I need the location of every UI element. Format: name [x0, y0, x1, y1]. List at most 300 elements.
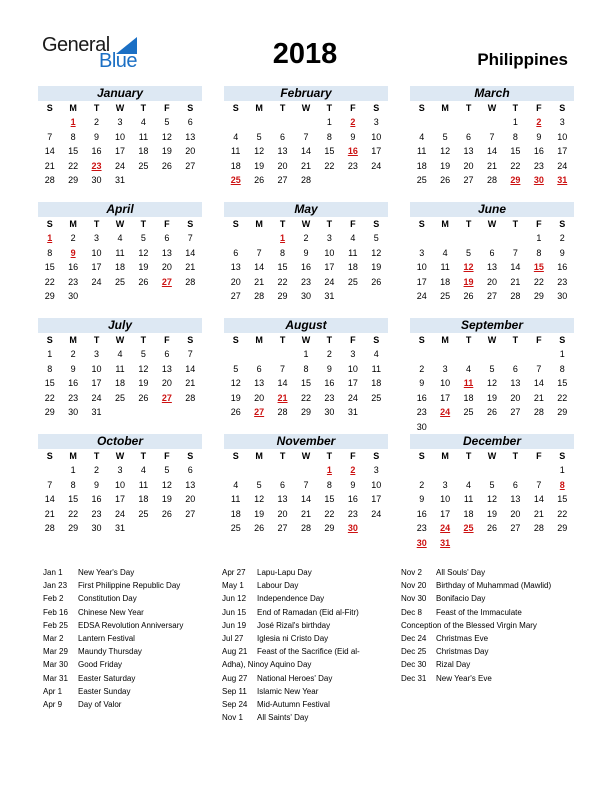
- day-cell: 24: [324, 276, 335, 287]
- day-cell: 23: [347, 160, 358, 171]
- day-cell: 2: [559, 233, 565, 243]
- holiday-entry: [401, 566, 551, 579]
- day-cell: 1: [303, 349, 309, 359]
- holiday-date: Nov 30: [401, 594, 427, 604]
- day-cell: 27: [510, 407, 521, 418]
- empty-cell: [247, 347, 270, 362]
- day-cell: 26: [486, 407, 497, 418]
- month-january: [38, 86, 202, 188]
- weekday-header: W: [115, 451, 125, 461]
- holiday-date: Jan 23: [43, 581, 68, 591]
- day-cell: 7: [47, 479, 53, 490]
- day-cell: 11: [417, 146, 427, 157]
- day-cell: 4: [233, 131, 239, 142]
- holiday-day-cell: 12: [463, 262, 474, 273]
- weekday-header: T: [93, 219, 100, 229]
- day-cell: 11: [138, 479, 149, 490]
- weekday-header: M: [441, 103, 449, 113]
- holiday-day-cell: 9: [70, 247, 76, 258]
- day-cell: 23: [91, 508, 102, 519]
- weekday-header: W: [115, 103, 125, 113]
- day-cell: 23: [300, 276, 311, 287]
- holiday-day-cell: 30: [416, 537, 427, 548]
- holiday-date: Feb 2: [43, 594, 64, 604]
- weekday-header: T: [279, 335, 286, 345]
- day-cell: 27: [463, 175, 474, 186]
- day-cell: 13: [463, 146, 474, 157]
- weekday-header: T: [326, 335, 333, 345]
- day-cell: 28: [44, 175, 55, 186]
- day-cell: 17: [347, 378, 358, 389]
- day-cell: 12: [138, 247, 149, 258]
- day-cell: 22: [557, 508, 568, 519]
- holiday-name: National Heroes' Day: [257, 673, 333, 683]
- weekday-header: F: [164, 335, 170, 345]
- day-cell: 22: [300, 392, 311, 403]
- month-title: July: [38, 318, 202, 333]
- day-cell: 23: [324, 392, 335, 403]
- day-cell: 26: [371, 276, 382, 287]
- empty-cell: [480, 347, 503, 362]
- weekday-header: F: [350, 219, 356, 229]
- day-cell: 17: [416, 276, 427, 287]
- empty-cell: [410, 347, 433, 362]
- empty-cell: [433, 347, 456, 362]
- holiday-name: Easter Saturday: [78, 673, 136, 683]
- day-cell: 12: [371, 247, 382, 258]
- holiday-entry: [43, 566, 183, 579]
- month-title: March: [410, 86, 574, 101]
- day-cell: 7: [303, 479, 309, 490]
- weekday-header: M: [255, 219, 263, 229]
- day-cell: 7: [536, 479, 542, 490]
- day-cell: 15: [557, 494, 568, 505]
- weekday-header: T: [279, 451, 286, 461]
- day-cell: 1: [70, 465, 76, 475]
- day-cell: 8: [70, 479, 76, 490]
- weekday-header: S: [187, 103, 194, 113]
- holiday-entry: [43, 672, 183, 685]
- day-cell: 4: [373, 349, 379, 359]
- day-cell: 22: [324, 160, 335, 171]
- day-cell: 5: [164, 117, 170, 127]
- day-cell: 4: [117, 233, 123, 243]
- holiday-name: Feast of the Immaculate: [436, 607, 522, 617]
- day-cell: 22: [324, 508, 335, 519]
- holiday-date: Jun 19: [222, 620, 247, 630]
- weekday-header: S: [187, 219, 194, 229]
- day-cell: 22: [510, 160, 521, 171]
- month-title: December: [410, 434, 574, 449]
- day-cell: 28: [486, 175, 497, 186]
- day-cell: 11: [231, 146, 241, 157]
- holiday-day-cell: 11: [463, 378, 474, 389]
- holiday-date: Nov 1: [222, 713, 243, 723]
- day-cell: 19: [161, 494, 172, 505]
- day-cell: 28: [300, 523, 311, 534]
- day-cell: 18: [371, 378, 382, 389]
- day-cell: 16: [533, 146, 544, 157]
- weekday-header: S: [46, 103, 53, 113]
- day-cell: 7: [256, 247, 262, 258]
- day-cell: 5: [140, 233, 146, 243]
- day-cell: 10: [440, 494, 451, 505]
- holiday-name: Rizal Day: [436, 660, 471, 670]
- holiday-entry: [222, 672, 360, 685]
- day-cell: 17: [114, 494, 125, 505]
- day-cell: 3: [559, 117, 565, 127]
- day-cell: 19: [486, 392, 497, 403]
- day-cell: 24: [416, 291, 427, 302]
- day-cell: 19: [371, 262, 382, 273]
- day-cell: 7: [536, 363, 542, 374]
- month-title: April: [38, 202, 202, 217]
- holiday-name: EDSA Revolution Anniversary: [78, 620, 184, 630]
- day-cell: 5: [256, 131, 262, 142]
- day-cell: 24: [371, 160, 382, 171]
- day-cell: 11: [371, 363, 381, 374]
- month-grid: [38, 217, 202, 304]
- weekday-header: T: [93, 451, 100, 461]
- day-cell: 10: [371, 479, 382, 490]
- day-cell: 8: [326, 479, 332, 490]
- day-cell: 10: [114, 131, 125, 142]
- holiday-entry: [222, 658, 360, 671]
- day-cell: 4: [140, 117, 146, 127]
- weekday-header: M: [441, 335, 449, 345]
- day-cell: 27: [185, 160, 196, 171]
- holiday-entry: [401, 619, 551, 632]
- weekday-header: T: [279, 103, 286, 113]
- day-cell: 26: [254, 175, 265, 186]
- weekday-header: W: [301, 335, 311, 345]
- holiday-day-cell: 19: [463, 276, 474, 287]
- day-cell: 7: [187, 349, 193, 359]
- day-cell: 20: [185, 494, 196, 505]
- month-grid: [38, 333, 202, 420]
- day-cell: 4: [117, 349, 123, 359]
- day-cell: 20: [161, 262, 172, 273]
- day-cell: 3: [442, 479, 448, 490]
- day-cell: 5: [466, 247, 472, 258]
- day-cell: 30: [300, 291, 311, 302]
- day-cell: 17: [371, 494, 382, 505]
- day-cell: 15: [324, 146, 335, 157]
- holiday-date: Aug 21: [222, 647, 248, 657]
- holiday-day-cell: 1: [70, 117, 76, 127]
- holiday-entry: [401, 592, 551, 605]
- day-cell: 31: [91, 407, 102, 418]
- weekday-header: W: [301, 103, 311, 113]
- holiday-date: Sep 24: [222, 699, 248, 709]
- day-cell: 24: [347, 392, 358, 403]
- day-cell: 19: [486, 508, 497, 519]
- weekday-header: T: [93, 335, 100, 345]
- day-cell: 28: [533, 523, 544, 534]
- empty-cell: [271, 463, 294, 478]
- holiday-day-cell: 1: [280, 233, 286, 243]
- day-cell: 13: [277, 146, 288, 157]
- day-cell: 29: [300, 407, 311, 418]
- holiday-day-cell: 2: [536, 117, 542, 127]
- month-title: May: [224, 202, 388, 217]
- day-cell: 22: [44, 392, 55, 403]
- day-cell: 17: [440, 392, 451, 403]
- day-cell: 5: [140, 349, 146, 359]
- day-cell: 22: [68, 160, 79, 171]
- day-cell: 6: [164, 349, 170, 359]
- empty-cell: [38, 115, 61, 130]
- day-cell: 13: [230, 262, 241, 273]
- empty-cell: [457, 463, 480, 478]
- holiday-date: May 1: [222, 581, 244, 591]
- holiday-date: Dec 31: [401, 673, 427, 683]
- day-cell: 26: [138, 276, 149, 287]
- day-cell: 11: [440, 262, 450, 273]
- day-cell: 15: [300, 378, 311, 389]
- day-cell: 23: [347, 508, 358, 519]
- weekday-header: T: [512, 451, 519, 461]
- day-cell: 28: [510, 291, 521, 302]
- holiday-day-cell: 1: [326, 465, 332, 475]
- day-cell: 6: [466, 131, 472, 142]
- weekday-header: F: [350, 451, 356, 461]
- day-cell: 7: [512, 247, 518, 258]
- day-cell: 28: [185, 392, 196, 403]
- day-cell: 9: [419, 378, 425, 389]
- month-june: [410, 202, 574, 304]
- weekday-header: S: [373, 335, 380, 345]
- day-cell: 4: [466, 363, 472, 374]
- country-title: Philippines: [477, 50, 568, 69]
- day-cell: 26: [138, 392, 149, 403]
- holiday-entry: [222, 698, 360, 711]
- holiday-date: Feb 16: [43, 607, 68, 617]
- holiday-entry: [401, 606, 551, 619]
- day-cell: 24: [557, 160, 568, 171]
- day-cell: 20: [185, 146, 196, 157]
- holiday-day-cell: 30: [347, 523, 358, 534]
- empty-cell: [433, 463, 456, 478]
- day-cell: 8: [47, 247, 53, 258]
- empty-cell: [410, 231, 433, 246]
- holiday-day-cell: 24: [440, 407, 451, 418]
- weekday-header: W: [487, 451, 497, 461]
- day-cell: 18: [347, 262, 358, 273]
- day-cell: 5: [233, 363, 239, 374]
- day-cell: 6: [280, 131, 286, 142]
- holiday-entry: [222, 566, 360, 579]
- day-cell: 12: [161, 131, 172, 142]
- day-cell: 23: [416, 523, 427, 534]
- day-cell: 4: [419, 131, 425, 142]
- day-cell: 5: [442, 131, 448, 142]
- day-cell: 8: [303, 363, 309, 374]
- holiday-date: Dec 30: [401, 660, 427, 670]
- empty-cell: [224, 347, 247, 362]
- day-cell: 17: [91, 262, 102, 273]
- month-grid: [410, 101, 574, 188]
- holiday-name: All Souls' Day: [436, 568, 486, 577]
- day-cell: 4: [350, 233, 356, 243]
- day-cell: 28: [533, 407, 544, 418]
- day-cell: 2: [326, 349, 332, 359]
- weekday-header: F: [350, 335, 356, 345]
- day-cell: 16: [324, 378, 335, 389]
- day-cell: 2: [303, 233, 309, 243]
- day-cell: 10: [91, 363, 102, 374]
- day-cell: 11: [115, 363, 125, 374]
- weekday-header: F: [536, 335, 542, 345]
- month-title: January: [38, 86, 202, 101]
- day-cell: 20: [510, 508, 521, 519]
- day-cell: 13: [161, 247, 172, 258]
- day-cell: 10: [557, 131, 568, 142]
- weekday-header: W: [301, 451, 311, 461]
- empty-cell: [480, 463, 503, 478]
- day-cell: 19: [138, 262, 149, 273]
- day-cell: 10: [347, 363, 358, 374]
- weekday-header: S: [232, 103, 239, 113]
- day-cell: 9: [303, 247, 309, 258]
- holiday-day-cell: 31: [440, 537, 451, 548]
- month-title: November: [224, 434, 388, 449]
- weekday-header: T: [465, 103, 472, 113]
- holiday-name: Mid-Autumn Festival: [257, 699, 330, 709]
- weekday-header: M: [69, 451, 77, 461]
- day-cell: 21: [533, 392, 544, 403]
- day-cell: 20: [486, 276, 497, 287]
- day-cell: 10: [371, 131, 382, 142]
- day-cell: 24: [114, 508, 125, 519]
- weekday-header: T: [140, 335, 147, 345]
- day-cell: 21: [300, 160, 311, 171]
- day-cell: 11: [138, 131, 149, 142]
- holiday-name: Birthday of Muhammad (Mawlid): [436, 581, 552, 591]
- day-cell: 19: [138, 378, 149, 389]
- empty-cell: [457, 231, 480, 246]
- holiday-day-cell: 30: [533, 175, 544, 186]
- day-cell: 10: [440, 378, 451, 389]
- empty-cell: [480, 115, 503, 130]
- holiday-entry: [43, 698, 183, 711]
- holiday-name: New Year's Day: [78, 568, 135, 577]
- day-cell: 29: [557, 407, 568, 418]
- day-cell: 21: [44, 508, 55, 519]
- day-cell: 13: [185, 479, 196, 490]
- day-cell: 11: [348, 247, 358, 258]
- month-title: August: [224, 318, 388, 333]
- empty-cell: [38, 463, 61, 478]
- day-cell: 31: [114, 523, 125, 534]
- day-cell: 29: [44, 291, 55, 302]
- holiday-day-cell: 21: [277, 392, 288, 403]
- day-cell: 19: [440, 160, 451, 171]
- day-cell: 6: [187, 465, 193, 475]
- weekday-header: F: [536, 451, 542, 461]
- weekday-header: M: [69, 219, 77, 229]
- holiday-date: Aug 27: [222, 673, 248, 683]
- day-cell: 8: [512, 131, 518, 142]
- day-cell: 27: [486, 291, 497, 302]
- day-cell: 29: [277, 291, 288, 302]
- day-cell: 18: [463, 508, 474, 519]
- day-cell: 25: [463, 407, 474, 418]
- day-cell: 29: [44, 407, 55, 418]
- logo: [42, 34, 142, 74]
- empty-cell: [224, 231, 247, 246]
- holiday-date: Dec 25: [401, 647, 427, 657]
- day-cell: 13: [510, 494, 521, 505]
- month-grid: [410, 333, 574, 435]
- empty-cell: [457, 347, 480, 362]
- day-cell: 21: [185, 262, 196, 273]
- day-cell: 25: [416, 175, 427, 186]
- day-cell: 14: [533, 378, 544, 389]
- day-cell: 30: [91, 175, 102, 186]
- day-cell: 1: [536, 233, 542, 243]
- day-cell: 8: [536, 247, 542, 258]
- empty-cell: [271, 347, 294, 362]
- day-cell: 13: [254, 378, 265, 389]
- holiday-column-3: [401, 566, 551, 685]
- day-cell: 15: [44, 378, 55, 389]
- weekday-header: S: [418, 219, 425, 229]
- day-cell: 14: [300, 146, 311, 157]
- holiday-name: Conception of the Blessed Virgin Mary: [401, 620, 537, 630]
- weekday-header: M: [255, 335, 263, 345]
- day-cell: 10: [114, 479, 125, 490]
- holiday-day-cell: 29: [510, 175, 521, 186]
- month-july: [38, 318, 202, 420]
- day-cell: 30: [91, 523, 102, 534]
- day-cell: 18: [416, 160, 427, 171]
- month-title: June: [410, 202, 574, 217]
- day-cell: 10: [324, 247, 335, 258]
- weekday-header: W: [487, 335, 497, 345]
- holiday-date: Sep 11: [222, 686, 247, 696]
- holiday-name: Lapu-Lapu Day: [257, 568, 312, 577]
- day-cell: 3: [117, 117, 123, 127]
- weekday-header: T: [326, 103, 333, 113]
- weekday-header: W: [115, 335, 125, 345]
- day-cell: 24: [91, 276, 102, 287]
- weekday-header: S: [559, 219, 566, 229]
- month-grid: [410, 217, 574, 304]
- empty-cell: [294, 115, 317, 130]
- holiday-entry: [401, 579, 551, 592]
- day-cell: 6: [489, 247, 495, 258]
- day-cell: 9: [326, 363, 332, 374]
- holiday-day-cell: 31: [557, 175, 568, 186]
- holiday-entry: [43, 658, 183, 671]
- day-cell: 9: [350, 131, 356, 142]
- day-cell: 3: [373, 117, 379, 127]
- day-cell: 4: [140, 465, 146, 475]
- day-cell: 2: [70, 349, 76, 359]
- holiday-date: Jan 1: [43, 568, 63, 577]
- weekday-header: S: [418, 451, 425, 461]
- holiday-entry: [401, 645, 551, 658]
- holiday-day-cell: 27: [254, 407, 265, 418]
- month-grid: [410, 449, 574, 551]
- day-cell: 13: [510, 378, 521, 389]
- holiday-day-cell: 27: [161, 276, 172, 287]
- weekday-header: T: [326, 219, 333, 229]
- holiday-day-cell: 24: [440, 523, 451, 534]
- weekday-header: S: [418, 103, 425, 113]
- day-cell: 20: [161, 378, 172, 389]
